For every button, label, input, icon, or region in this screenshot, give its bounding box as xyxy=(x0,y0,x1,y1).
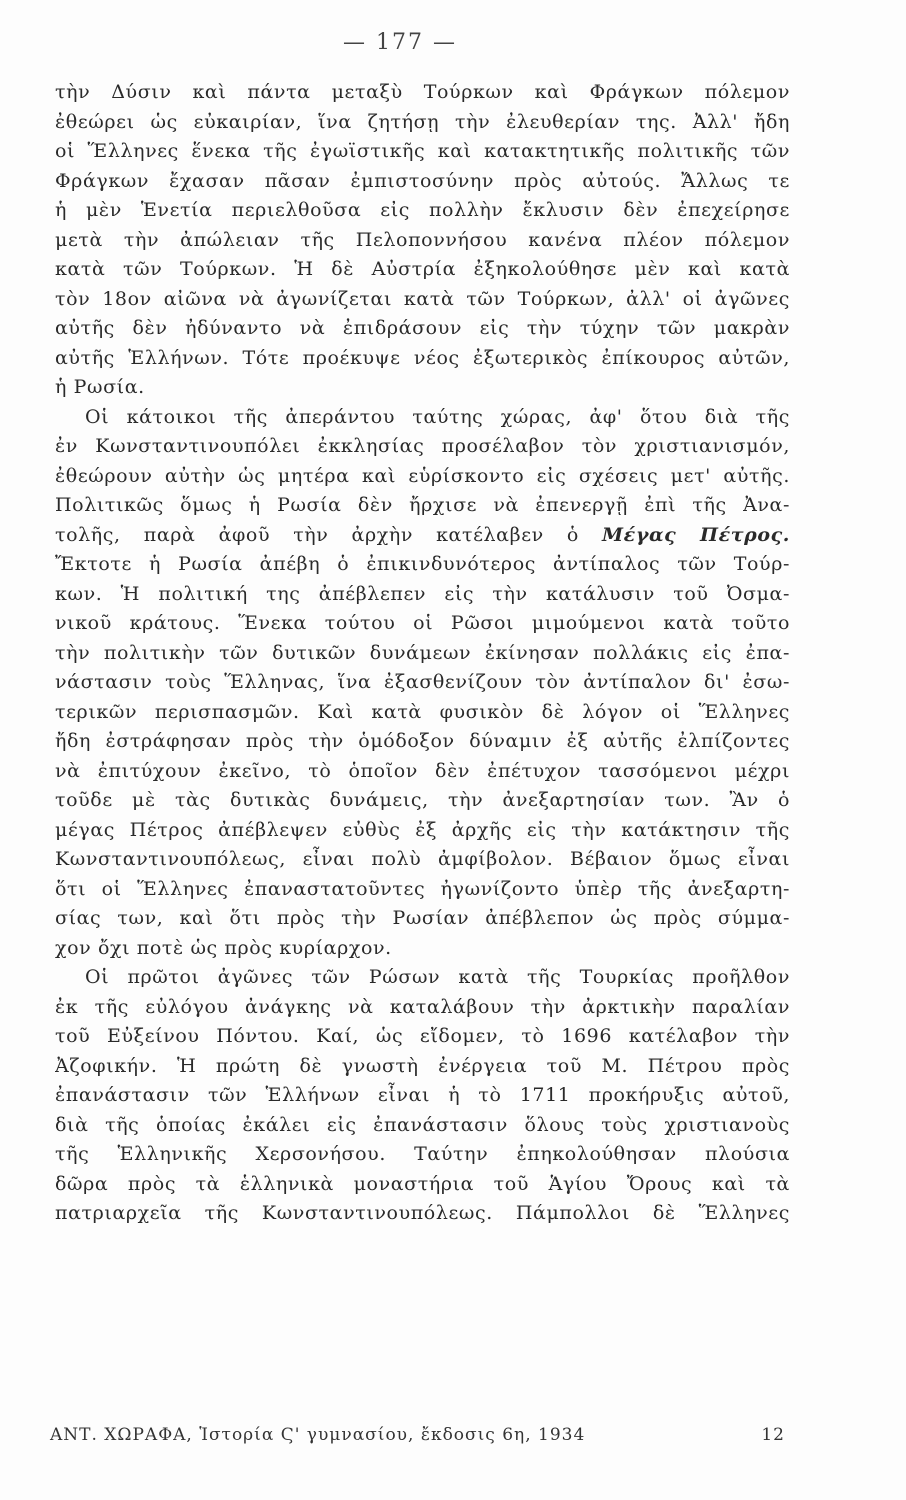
text-line xyxy=(55,668,790,698)
emphasized-name: Μέγας Πέτρος. xyxy=(602,523,790,546)
text-line-content: τὴν πολιτικὴν τῶν δυτικῶν δυνάμεων ἐκίνησαν πολλάκις εἰς ἐπα- xyxy=(55,641,790,664)
text-line xyxy=(55,639,790,669)
text-line-content: μέγας Πέτρος ἀπέβλεψεν εὐθὺς ἐξ ἀρχῆς εἰς τὴν κατάκτησιν τῆς xyxy=(55,818,790,841)
text-line-content: διὰ τῆς ὁποίας ἐκάλει εἰς ἐπανάστασιν ὅλους τοὺς χριστιανοὺς xyxy=(55,1113,790,1136)
text-line-content: ἐπανάστασιν τῶν Ἑλλήνων εἶναι ἡ τὸ 1711 προκήρυξις αὐτοῦ, xyxy=(55,1084,790,1106)
body-text xyxy=(55,78,790,1229)
text-line-content: αὐτῆς Ἑλλήνων. Τότε προέκυψε νέος ἐξωτερικὸς ἐπίκουρος αὐτῶν, xyxy=(55,346,790,369)
page-footer xyxy=(50,1425,785,1445)
text-line xyxy=(55,1052,790,1082)
text-line-content: Φράγκων ἔχασαν πᾶσαν ἐμπιστοσύνην πρὸς αὐτούς. Ἄλλως τε xyxy=(55,169,790,192)
text-line-content: ἡ Ρωσία. xyxy=(55,376,145,398)
text-line xyxy=(55,314,790,344)
text-line xyxy=(55,727,790,757)
text-line xyxy=(55,816,790,846)
text-line xyxy=(55,462,790,492)
text-line xyxy=(55,1081,790,1111)
text-line xyxy=(55,521,790,551)
text-line-content: Οἱ πρῶτοι ἀγῶνες τῶν Ρώσων κατὰ τῆς Τουρκίας προῆλθον xyxy=(85,966,790,988)
text-line-content: Οἱ κάτοικοι τῆς ἀπεράντου ταύτης χώρας, ἀφ' ὅτου διὰ τῆς xyxy=(85,405,790,428)
text-line-content: πατριαρχεῖα τῆς Κωνσταντινουπόλεως. Πάμπολλοι δὲ Ἕλληνες xyxy=(55,1202,790,1224)
text-line-content: τὸν 18ον αἰῶνα νὰ ἀγωνίζεται κατὰ τῶν Τούρκων, ἀλλ' οἱ ἀγῶνες xyxy=(55,287,790,310)
text-line-content: νὰ ἐπιτύχουν ἐκεῖνο, τὸ ὁποῖον δὲν ἐπέτυχον τασσόμενοι μέχρι xyxy=(55,759,790,782)
text-line xyxy=(55,1111,790,1141)
text-line-content: ἐν Κωνσταντινουπόλει ἐκκλησίας προσέλαβον τὸν χριστιανισμόν, xyxy=(55,435,790,457)
text-line-content: χον ὄχι ποτὲ ὡς πρὸς κυρίαρχον. xyxy=(55,936,392,959)
text-line xyxy=(55,226,790,256)
text-line-content: ἡ μὲν Ἑνετία περιελθοῦσα εἰς πολλὴν ἔκλυσιν δὲν ἐπεχείρησε xyxy=(55,199,790,221)
text-line-content: ὅτι οἱ Ἕλληνες ἐπαναστατοῦντες ἠγωνίζοντο ὑπὲρ τῆς ἀνεξαρτη- xyxy=(55,877,790,900)
footer-sheet-number: 12 xyxy=(761,1425,785,1445)
text-line xyxy=(55,167,790,197)
text-line xyxy=(55,580,790,610)
text-line-content: Πολιτικῶς ὅμως ἡ Ρωσία δὲν ἤρχισε νὰ ἐπενεργῇ ἐπὶ τῆς Ἀνα- xyxy=(55,494,790,516)
footer-signature: ΑΝΤ. ΧΩΡΑΦΑ, Ἱστορία Ϛ' γυμνασίου, ἔκδοσις 6η, 1934 xyxy=(50,1425,586,1445)
text-line-content: μετὰ τὴν ἀπώλειαν τῆς Πελοποννήσου κανένα πλέον πόλεμον xyxy=(55,228,790,251)
text-line xyxy=(55,1140,790,1170)
text-line xyxy=(55,196,790,226)
text-line-content: οἱ Ἕλληνες ἕνεκα τῆς ἐγωϊστικῆς καὶ κατακτητικῆς πολιτικῆς τῶν xyxy=(55,140,790,162)
text-line-content: νικοῦ κράτους. Ἕνεκα τούτου οἱ Ρῶσοι μιμούμενοι κατὰ τοῦτο xyxy=(55,612,790,634)
text-line-content: ἐκ τῆς εὐλόγου ἀνάγκης νὰ καταλάβουν τὴν ἀρκτικὴν παραλίαν xyxy=(55,995,790,1018)
text-line-content: τερικῶν περισπασμῶν. Καὶ κατὰ φυσικὸν δὲ λόγον οἱ Ἕλληνες xyxy=(55,700,790,723)
text-line xyxy=(55,1199,790,1229)
text-line xyxy=(55,137,790,167)
text-line xyxy=(55,875,790,905)
text-line xyxy=(55,491,790,521)
text-line xyxy=(55,373,790,403)
text-line-content: νάστασιν τοὺς Ἕλληνας, ἵνα ἐξασθενίζουν τὸν ἀντίπαλον δι' ἐσω- xyxy=(55,671,790,693)
text-line xyxy=(55,255,790,285)
text-line xyxy=(55,285,790,315)
text-line xyxy=(55,786,790,816)
text-line xyxy=(55,757,790,787)
text-line xyxy=(55,845,790,875)
text-line-content: αὐτῆς δὲν ἠδύναντο νὰ ἐπιδράσουν εἰς τὴν τύχην τῶν μακρὰν xyxy=(55,317,790,339)
text-line-content: δῶρα πρὸς τὰ ἑλληνικὰ μοναστήρια τοῦ Ἁγίου Ὄρους καὶ τὰ xyxy=(55,1172,790,1195)
text-line-content: κων. Ἡ πολιτική της ἀπέβλεπεν εἰς τὴν κατάλυσιν τοῦ Ὀσμα- xyxy=(55,582,790,605)
text-line xyxy=(55,432,790,462)
text-line-content: Κωνσταντινουπόλεως, εἶναι πολὺ ἀμφίβολον. Βέβαιον ὅμως εἶναι xyxy=(55,848,790,870)
text-line-content: τολῆς, παρὰ ἀφοῦ τὴν ἀρχὴν κατέλαβεν ὁ xyxy=(55,523,579,546)
text-line xyxy=(55,934,790,964)
text-line-content: Ἔκτοτε ἡ Ρωσία ἀπέβη ὁ ἐπικινδυνότερος ἀντίπαλος τῶν Τούρ- xyxy=(55,553,790,575)
text-line-content: τοῦδε μὲ τὰς δυτικὰς δυνάμεις, τὴν ἀνεξαρτησίαν των. Ἂν ὁ xyxy=(55,789,790,811)
text-line-content: ἐθεώρει ὡς εὐκαιρίαν, ἵνα ζητήσῃ τὴν ἐλευθερίαν της. Ἀλλ' ἤδη xyxy=(55,110,790,133)
text-line xyxy=(55,344,790,374)
text-line xyxy=(55,108,790,138)
text-line xyxy=(55,78,790,108)
text-line xyxy=(55,904,790,934)
text-line-content: ἤδη ἐστράφησαν πρὸς τὴν ὁμόδοξον δύναμιν ἐξ αὐτῆς ἐλπίζοντες xyxy=(55,730,790,752)
text-line xyxy=(55,550,790,580)
text-line xyxy=(55,1022,790,1052)
text-line xyxy=(55,609,790,639)
text-line-content: τὴν Δύσιν καὶ πάντα μεταξὺ Τούρκων καὶ Φράγκων πόλεμον xyxy=(55,81,790,103)
text-line-content: τοῦ Εὐξείνου Πόντου. Καί, ὡς εἴδομεν, τὸ 1696 κατέλαβον τὴν xyxy=(55,1025,790,1047)
text-line-content: κατὰ τῶν Τούρκων. Ἡ δὲ Αὐστρία ἐξηκολούθησε μὲν καὶ κατὰ xyxy=(55,258,790,280)
text-line-content: ἐθεώρουν αὐτὴν ὡς μητέρα καὶ εὑρίσκοντο εἰς σχέσεις μετ' αὐτῆς. xyxy=(55,464,790,487)
text-line xyxy=(55,993,790,1023)
page-number: — 177 — xyxy=(343,30,457,55)
text-line-content: τῆς Ἑλληνικῆς Χερσονήσου. Ταύτην ἐπηκολούθησαν πλούσια xyxy=(55,1143,790,1165)
text-line xyxy=(55,403,790,433)
text-line xyxy=(55,963,790,993)
text-line-content: σίας των, καὶ ὅτι πρὸς τὴν Ρωσίαν ἀπέβλεπον ὡς πρὸς σύμμα- xyxy=(55,907,790,929)
text-line xyxy=(55,698,790,728)
text-line-content: Ἀζοφικήν. Ἡ πρώτη δὲ γνωστὴ ἐνέργεια τοῦ Μ. Πέτρου πρὸς xyxy=(55,1054,790,1077)
text-line xyxy=(55,1170,790,1200)
